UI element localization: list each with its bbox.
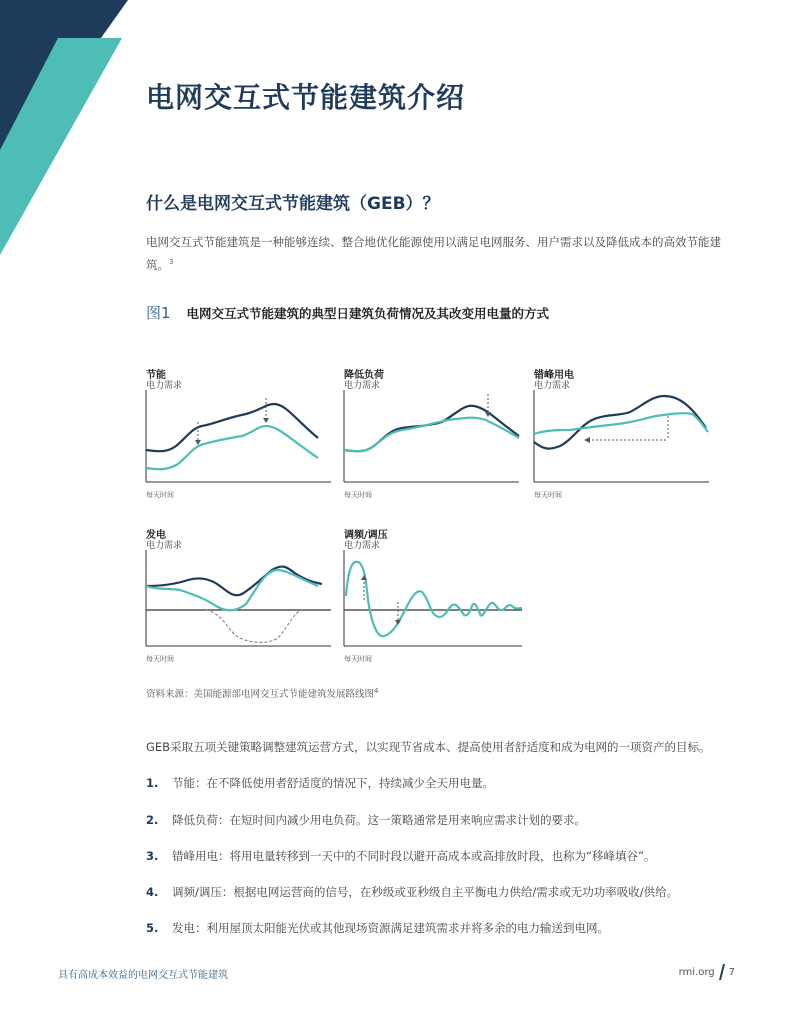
baseline-line bbox=[146, 404, 318, 451]
generation-curve bbox=[206, 610, 302, 642]
chart-modulation bbox=[344, 550, 529, 650]
list-item bbox=[146, 920, 609, 936]
panel-ylabel: 电力需求 bbox=[146, 381, 183, 391]
figure-number: 图1 bbox=[146, 304, 171, 322]
panel-load-shed bbox=[344, 366, 529, 501]
list-number: 1. bbox=[146, 776, 159, 790]
list-number: 5. bbox=[146, 921, 159, 935]
panel-ylabel: 电力需求 bbox=[344, 381, 381, 391]
list-text: 发电：利用屋顶太阳能光伏或其他现场资源满足建筑需求并将多余的电力输送到电网。 bbox=[172, 921, 609, 935]
arrow-head bbox=[263, 418, 269, 423]
list-item bbox=[146, 812, 586, 828]
panel-xlabel: 每天时间 bbox=[146, 655, 174, 663]
panel-xlabel: 每天时间 bbox=[146, 491, 174, 499]
baseline-line bbox=[534, 396, 706, 449]
page-number: 7 bbox=[728, 966, 735, 978]
baseline-line bbox=[344, 406, 519, 451]
panel-ylabel: 电力需求 bbox=[534, 381, 571, 391]
intro-paragraph bbox=[146, 232, 726, 275]
panel-title: 节能 bbox=[146, 370, 166, 381]
panel-xlabel: 每天时间 bbox=[344, 655, 372, 663]
source-reference: 4 bbox=[374, 686, 379, 695]
panel-title: 降低负荷 bbox=[344, 370, 384, 381]
list-text: 错峰用电：将用电量转移到一天中的不同时段以避开高成本或高排放时段，也称为“移峰填谷”。 bbox=[172, 849, 656, 863]
panel-modulation bbox=[344, 526, 529, 666]
list-number: 4. bbox=[146, 885, 159, 899]
list-item bbox=[146, 848, 655, 864]
chart-load-shift bbox=[534, 390, 719, 485]
footer-page-info bbox=[679, 964, 735, 980]
intro-reference: 3 bbox=[169, 258, 174, 266]
baseline-line bbox=[146, 567, 322, 596]
chart-generation bbox=[146, 550, 331, 650]
list-text: 调频/调压：根据电网运营商的信号，在秒级或亚秒级自主平衡电力供给/需求或无功功率吸收/供给。 bbox=[172, 885, 679, 899]
list-number: 3. bbox=[146, 849, 159, 863]
panel-generation bbox=[146, 526, 331, 666]
intro-text: 电网交互式节能建筑是一种能够连续、整合地优化能源使用以满足电网服务、用户需求以及降低成本的高效节能建筑。 bbox=[146, 235, 721, 272]
panel-energy-efficiency bbox=[146, 366, 331, 501]
panel-ylabel: 电力需求 bbox=[146, 541, 183, 551]
panel-load-shift bbox=[534, 366, 719, 501]
panel-title: 调频/调压 bbox=[344, 530, 388, 541]
list-number: 2. bbox=[146, 813, 159, 827]
geb-line bbox=[146, 570, 318, 610]
figure-caption: 电网交互式节能建筑的典型日建筑负荷情况及其改变用电量的方式 bbox=[186, 306, 550, 321]
panel-title: 错峰用电 bbox=[534, 370, 574, 381]
panel-title: 发电 bbox=[146, 530, 166, 541]
page-title: 电网交互式节能建筑介绍 bbox=[146, 81, 466, 114]
strategy-intro: GEB采取五项关键策略调整建筑运营方式，以实现节省成本、提高使用者舒适度和成为电网的一项资产的目标。 bbox=[146, 740, 711, 754]
footer-document-title: 具有高成本效益的电网交互式节能建筑 bbox=[58, 970, 228, 981]
list-item bbox=[146, 775, 494, 791]
geb-line bbox=[344, 418, 519, 452]
list-text: 节能：在不降低使用者舒适度的情况下，持续减少全天用电量。 bbox=[172, 776, 494, 790]
arrow-head bbox=[584, 437, 590, 443]
corner-decoration bbox=[0, 0, 140, 300]
list-text: 降低负荷：在短时间内减少用电负荷。这一策略通常是用来响应需求计划的要求。 bbox=[172, 813, 586, 827]
figure-title bbox=[146, 302, 549, 323]
list-item bbox=[146, 884, 678, 900]
source-text: 资料来源：美国能源部电网交互式节能建筑发展路线图 bbox=[146, 689, 375, 700]
geb-line bbox=[534, 413, 708, 434]
section-heading: 什么是电网交互式节能建筑（GEB）？ bbox=[146, 194, 440, 214]
chart-energy-efficiency bbox=[146, 390, 331, 485]
figure-source bbox=[146, 686, 378, 700]
footer-site-link[interactable]: rmi.org bbox=[678, 966, 715, 978]
chart-load-shed bbox=[344, 390, 529, 485]
panel-ylabel: 电力需求 bbox=[344, 541, 381, 551]
panel-xlabel: 每天时间 bbox=[534, 491, 562, 499]
panel-xlabel: 每天时间 bbox=[344, 491, 372, 499]
geb-line bbox=[346, 562, 522, 636]
slash-icon bbox=[719, 964, 725, 980]
